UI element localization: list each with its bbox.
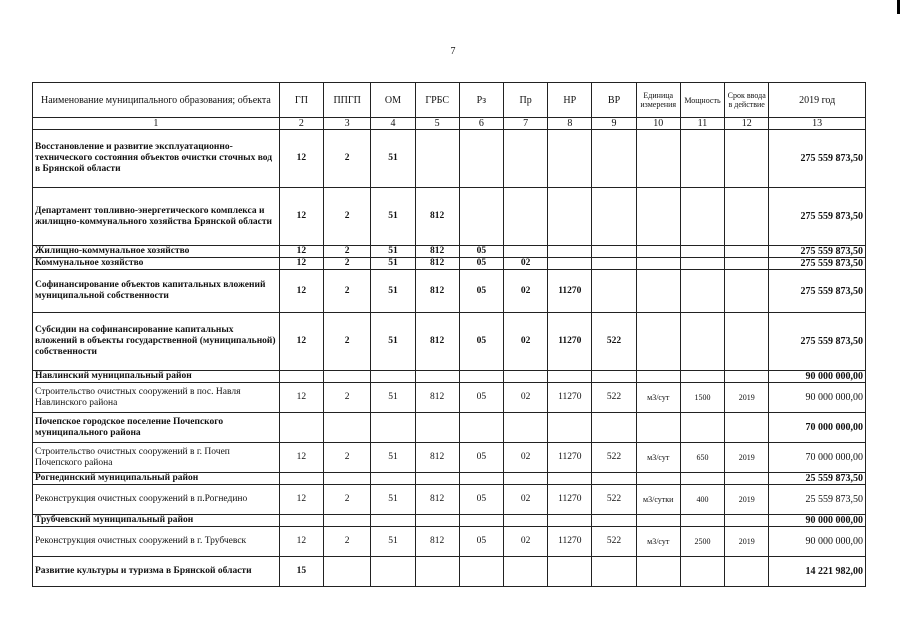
code-cell: 02 xyxy=(503,485,547,515)
budget-table xyxy=(32,82,866,587)
code-cell: 2 xyxy=(324,246,371,258)
code-cell xyxy=(725,313,769,371)
code-cell xyxy=(592,515,636,527)
amount-cell: 90 000 000,00 xyxy=(769,383,866,413)
code-cell: 51 xyxy=(371,443,415,473)
code-cell xyxy=(592,246,636,258)
code-cell xyxy=(371,413,415,443)
code-cell xyxy=(592,270,636,313)
header-cell: Единица измерения xyxy=(636,83,680,118)
table-row xyxy=(33,258,866,270)
code-cell: 522 xyxy=(592,485,636,515)
code-cell: 05 xyxy=(459,527,503,557)
code-cell: 2 xyxy=(324,383,371,413)
code-cell xyxy=(636,270,680,313)
amount-cell: 275 559 873,50 xyxy=(769,313,866,371)
table-row xyxy=(33,527,866,557)
table-row xyxy=(33,413,866,443)
code-cell xyxy=(680,130,724,188)
table-row xyxy=(33,443,866,473)
code-cell: м3/сут xyxy=(636,383,680,413)
code-cell: 522 xyxy=(592,443,636,473)
code-cell: 12 xyxy=(279,246,323,258)
code-cell xyxy=(636,473,680,485)
code-cell: 02 xyxy=(503,258,547,270)
edge-mark xyxy=(897,0,900,14)
column-number: 8 xyxy=(548,118,592,130)
code-cell: м3/сут xyxy=(636,443,680,473)
code-cell xyxy=(503,246,547,258)
amount-cell: 275 559 873,50 xyxy=(769,270,866,313)
code-cell xyxy=(636,515,680,527)
column-number: 4 xyxy=(371,118,415,130)
column-number: 6 xyxy=(459,118,503,130)
header-cell: 2019 год xyxy=(769,83,866,118)
code-cell: 812 xyxy=(415,270,459,313)
row-name-cell: Почепское городское поселение Почепского муниципального района xyxy=(33,413,280,443)
code-cell: 02 xyxy=(503,270,547,313)
code-cell xyxy=(324,371,371,383)
code-cell xyxy=(680,473,724,485)
code-cell xyxy=(324,515,371,527)
amount-cell: 70 000 000,00 xyxy=(769,413,866,443)
code-cell: 12 xyxy=(279,270,323,313)
code-cell: 12 xyxy=(279,258,323,270)
code-cell: 51 xyxy=(371,188,415,246)
amount-cell: 90 000 000,00 xyxy=(769,371,866,383)
code-cell xyxy=(680,557,724,587)
code-cell: 05 xyxy=(459,246,503,258)
header-cell: ГРБС xyxy=(415,83,459,118)
code-cell xyxy=(636,188,680,246)
column-number: 13 xyxy=(769,118,866,130)
code-cell xyxy=(680,515,724,527)
header-cell: Мощность xyxy=(680,83,724,118)
code-cell: 05 xyxy=(459,270,503,313)
code-cell: 51 xyxy=(371,485,415,515)
row-name-cell: Навлинский муниципальный район xyxy=(33,371,280,383)
column-number: 1 xyxy=(33,118,280,130)
row-name-cell: Реконструкция очистных сооружений в п.Рогнедино xyxy=(33,485,280,515)
code-cell xyxy=(503,557,547,587)
amount-cell: 70 000 000,00 xyxy=(769,443,866,473)
code-cell: 05 xyxy=(459,313,503,371)
code-cell xyxy=(592,473,636,485)
code-cell: 12 xyxy=(279,188,323,246)
code-cell xyxy=(415,557,459,587)
code-cell xyxy=(459,371,503,383)
code-cell xyxy=(592,258,636,270)
column-number: 9 xyxy=(592,118,636,130)
code-cell: 12 xyxy=(279,383,323,413)
code-cell xyxy=(548,130,592,188)
code-cell xyxy=(503,371,547,383)
code-cell: м3/сут xyxy=(636,527,680,557)
code-cell xyxy=(725,130,769,188)
header-cell: ОМ xyxy=(371,83,415,118)
code-cell xyxy=(592,413,636,443)
code-cell: 1500 xyxy=(680,383,724,413)
row-name-cell: Трубчевский муниципальный район xyxy=(33,515,280,527)
amount-cell: 90 000 000,00 xyxy=(769,527,866,557)
amount-cell: 14 221 982,00 xyxy=(769,557,866,587)
code-cell: 11270 xyxy=(548,313,592,371)
code-cell: 2019 xyxy=(725,443,769,473)
code-cell xyxy=(371,557,415,587)
table-row xyxy=(33,313,866,371)
code-cell xyxy=(636,557,680,587)
code-cell: 2019 xyxy=(725,485,769,515)
row-name-cell: Реконструкция очистных сооружений в г. Трубчевск xyxy=(33,527,280,557)
code-cell: 11270 xyxy=(548,270,592,313)
code-cell xyxy=(592,130,636,188)
code-cell: 2 xyxy=(324,485,371,515)
code-cell xyxy=(548,473,592,485)
code-cell xyxy=(636,130,680,188)
code-cell: 12 xyxy=(279,527,323,557)
column-number: 7 xyxy=(503,118,547,130)
code-cell xyxy=(371,473,415,485)
code-cell: 05 xyxy=(459,383,503,413)
row-name-cell: Субсидии на софинансирование капитальных вложений в объекты государственной (муниципальной) собственности xyxy=(33,313,280,371)
column-number: 2 xyxy=(279,118,323,130)
code-cell: 812 xyxy=(415,485,459,515)
code-cell: 812 xyxy=(415,313,459,371)
column-number: 10 xyxy=(636,118,680,130)
code-cell xyxy=(636,258,680,270)
code-cell: 2 xyxy=(324,527,371,557)
code-cell xyxy=(279,473,323,485)
code-cell xyxy=(279,515,323,527)
code-cell: 02 xyxy=(503,313,547,371)
code-cell xyxy=(680,270,724,313)
code-cell xyxy=(371,515,415,527)
code-cell xyxy=(503,188,547,246)
code-cell xyxy=(324,413,371,443)
header-cell: Рз xyxy=(459,83,503,118)
code-cell: 11270 xyxy=(548,527,592,557)
code-cell xyxy=(459,515,503,527)
row-name-cell: Департамент топливно-энергетического комплекса и жилищно-коммунального хозяйства Брянской области xyxy=(33,188,280,246)
code-cell: 12 xyxy=(279,485,323,515)
table-row xyxy=(33,383,866,413)
code-cell xyxy=(503,515,547,527)
page-number: 7 xyxy=(450,46,456,57)
code-cell xyxy=(680,246,724,258)
code-cell xyxy=(548,246,592,258)
header-cell: ГП xyxy=(279,83,323,118)
code-cell xyxy=(680,188,724,246)
code-cell: м3/сутки xyxy=(636,485,680,515)
column-number: 12 xyxy=(725,118,769,130)
row-name-cell: Строительство очистных сооружений в г. Почеп Почепского района xyxy=(33,443,280,473)
code-cell xyxy=(415,413,459,443)
code-cell xyxy=(725,371,769,383)
code-cell: 02 xyxy=(503,527,547,557)
code-cell: 2 xyxy=(324,270,371,313)
code-cell xyxy=(459,188,503,246)
code-cell xyxy=(324,557,371,587)
amount-cell: 90 000 000,00 xyxy=(769,515,866,527)
code-cell xyxy=(371,371,415,383)
code-cell: 51 xyxy=(371,130,415,188)
code-cell: 2 xyxy=(324,188,371,246)
code-cell xyxy=(725,270,769,313)
table-row xyxy=(33,473,866,485)
code-cell: 05 xyxy=(459,258,503,270)
code-cell xyxy=(725,515,769,527)
code-cell xyxy=(503,130,547,188)
row-name-cell: Развитие культуры и туризма в Брянской области xyxy=(33,557,280,587)
code-cell: 2019 xyxy=(725,383,769,413)
code-cell: 812 xyxy=(415,188,459,246)
code-cell xyxy=(592,188,636,246)
table-row xyxy=(33,270,866,313)
code-cell: 02 xyxy=(503,383,547,413)
code-cell: 02 xyxy=(503,443,547,473)
header-cell: Наименование муниципального образования; объекта xyxy=(33,83,280,118)
code-cell xyxy=(415,515,459,527)
row-name-cell: Софинансирование объектов капитальных вложений муниципальной собственности xyxy=(33,270,280,313)
code-cell: 400 xyxy=(680,485,724,515)
column-number: 3 xyxy=(324,118,371,130)
code-cell: 2500 xyxy=(680,527,724,557)
code-cell xyxy=(680,413,724,443)
code-cell xyxy=(725,188,769,246)
code-cell xyxy=(548,413,592,443)
code-cell: 12 xyxy=(279,130,323,188)
code-cell xyxy=(459,413,503,443)
code-cell: 2019 xyxy=(725,527,769,557)
code-cell: 522 xyxy=(592,527,636,557)
amount-cell: 275 559 873,50 xyxy=(769,258,866,270)
row-name-cell: Строительство очистных сооружений в пос. Навля Навлинского района xyxy=(33,383,280,413)
code-cell xyxy=(279,371,323,383)
column-number: 11 xyxy=(680,118,724,130)
code-cell: 05 xyxy=(459,485,503,515)
code-cell xyxy=(548,188,592,246)
amount-cell: 275 559 873,50 xyxy=(769,188,866,246)
code-cell xyxy=(725,473,769,485)
code-cell xyxy=(279,413,323,443)
table-row xyxy=(33,130,866,188)
table-row xyxy=(33,246,866,258)
code-cell: 12 xyxy=(279,443,323,473)
code-cell: 812 xyxy=(415,383,459,413)
code-cell xyxy=(636,246,680,258)
code-cell: 812 xyxy=(415,246,459,258)
code-cell: 522 xyxy=(592,313,636,371)
row-name-cell: Коммунальное хозяйство xyxy=(33,258,280,270)
header-cell: НР xyxy=(548,83,592,118)
column-number: 5 xyxy=(415,118,459,130)
code-cell xyxy=(725,413,769,443)
code-cell: 812 xyxy=(415,527,459,557)
code-cell xyxy=(725,557,769,587)
header-cell: Срок ввода в действие xyxy=(725,83,769,118)
code-cell: 522 xyxy=(592,383,636,413)
code-cell: 51 xyxy=(371,313,415,371)
code-cell: 2 xyxy=(324,313,371,371)
table-row xyxy=(33,515,866,527)
code-cell xyxy=(415,473,459,485)
code-cell xyxy=(680,371,724,383)
row-name-cell: Восстановление и развитие эксплуатационно-технического состояния объектов очистки сточных вод в Брянской области xyxy=(33,130,280,188)
code-cell: 650 xyxy=(680,443,724,473)
code-cell xyxy=(725,246,769,258)
code-cell xyxy=(680,313,724,371)
code-cell xyxy=(680,258,724,270)
row-name-cell: Жилищно-коммунальное хозяйство xyxy=(33,246,280,258)
code-cell xyxy=(636,371,680,383)
code-cell: 51 xyxy=(371,527,415,557)
table-row xyxy=(33,371,866,383)
header-cell: ППГП xyxy=(324,83,371,118)
header-cell: Пр xyxy=(503,83,547,118)
code-cell: 11270 xyxy=(548,383,592,413)
code-cell: 51 xyxy=(371,270,415,313)
code-cell xyxy=(725,258,769,270)
code-cell: 2 xyxy=(324,443,371,473)
code-cell xyxy=(548,515,592,527)
code-cell: 11270 xyxy=(548,443,592,473)
amount-cell: 275 559 873,50 xyxy=(769,130,866,188)
amount-cell: 25 559 873,50 xyxy=(769,473,866,485)
code-cell: 2 xyxy=(324,130,371,188)
amount-cell: 275 559 873,50 xyxy=(769,246,866,258)
amount-cell: 25 559 873,50 xyxy=(769,485,866,515)
code-cell xyxy=(548,371,592,383)
code-cell xyxy=(459,130,503,188)
code-cell: 05 xyxy=(459,443,503,473)
code-cell xyxy=(415,371,459,383)
code-cell xyxy=(592,557,636,587)
row-name-cell: Рогнединский муниципальный район xyxy=(33,473,280,485)
code-cell xyxy=(459,557,503,587)
code-cell: 812 xyxy=(415,258,459,270)
code-cell: 12 xyxy=(279,313,323,371)
header-row xyxy=(33,83,866,118)
code-cell: 51 xyxy=(371,246,415,258)
code-cell: 51 xyxy=(371,383,415,413)
code-cell xyxy=(592,371,636,383)
code-cell: 15 xyxy=(279,557,323,587)
table-row xyxy=(33,485,866,515)
column-number-row xyxy=(33,118,866,130)
code-cell xyxy=(459,473,503,485)
table-row xyxy=(33,557,866,587)
code-cell xyxy=(548,557,592,587)
table-row xyxy=(33,188,866,246)
code-cell xyxy=(324,473,371,485)
code-cell xyxy=(636,413,680,443)
code-cell: 2 xyxy=(324,258,371,270)
header-cell: ВР xyxy=(592,83,636,118)
code-cell: 51 xyxy=(371,258,415,270)
code-cell xyxy=(503,413,547,443)
code-cell xyxy=(503,473,547,485)
code-cell: 812 xyxy=(415,443,459,473)
code-cell: 11270 xyxy=(548,485,592,515)
code-cell xyxy=(548,258,592,270)
code-cell xyxy=(415,130,459,188)
code-cell xyxy=(636,313,680,371)
